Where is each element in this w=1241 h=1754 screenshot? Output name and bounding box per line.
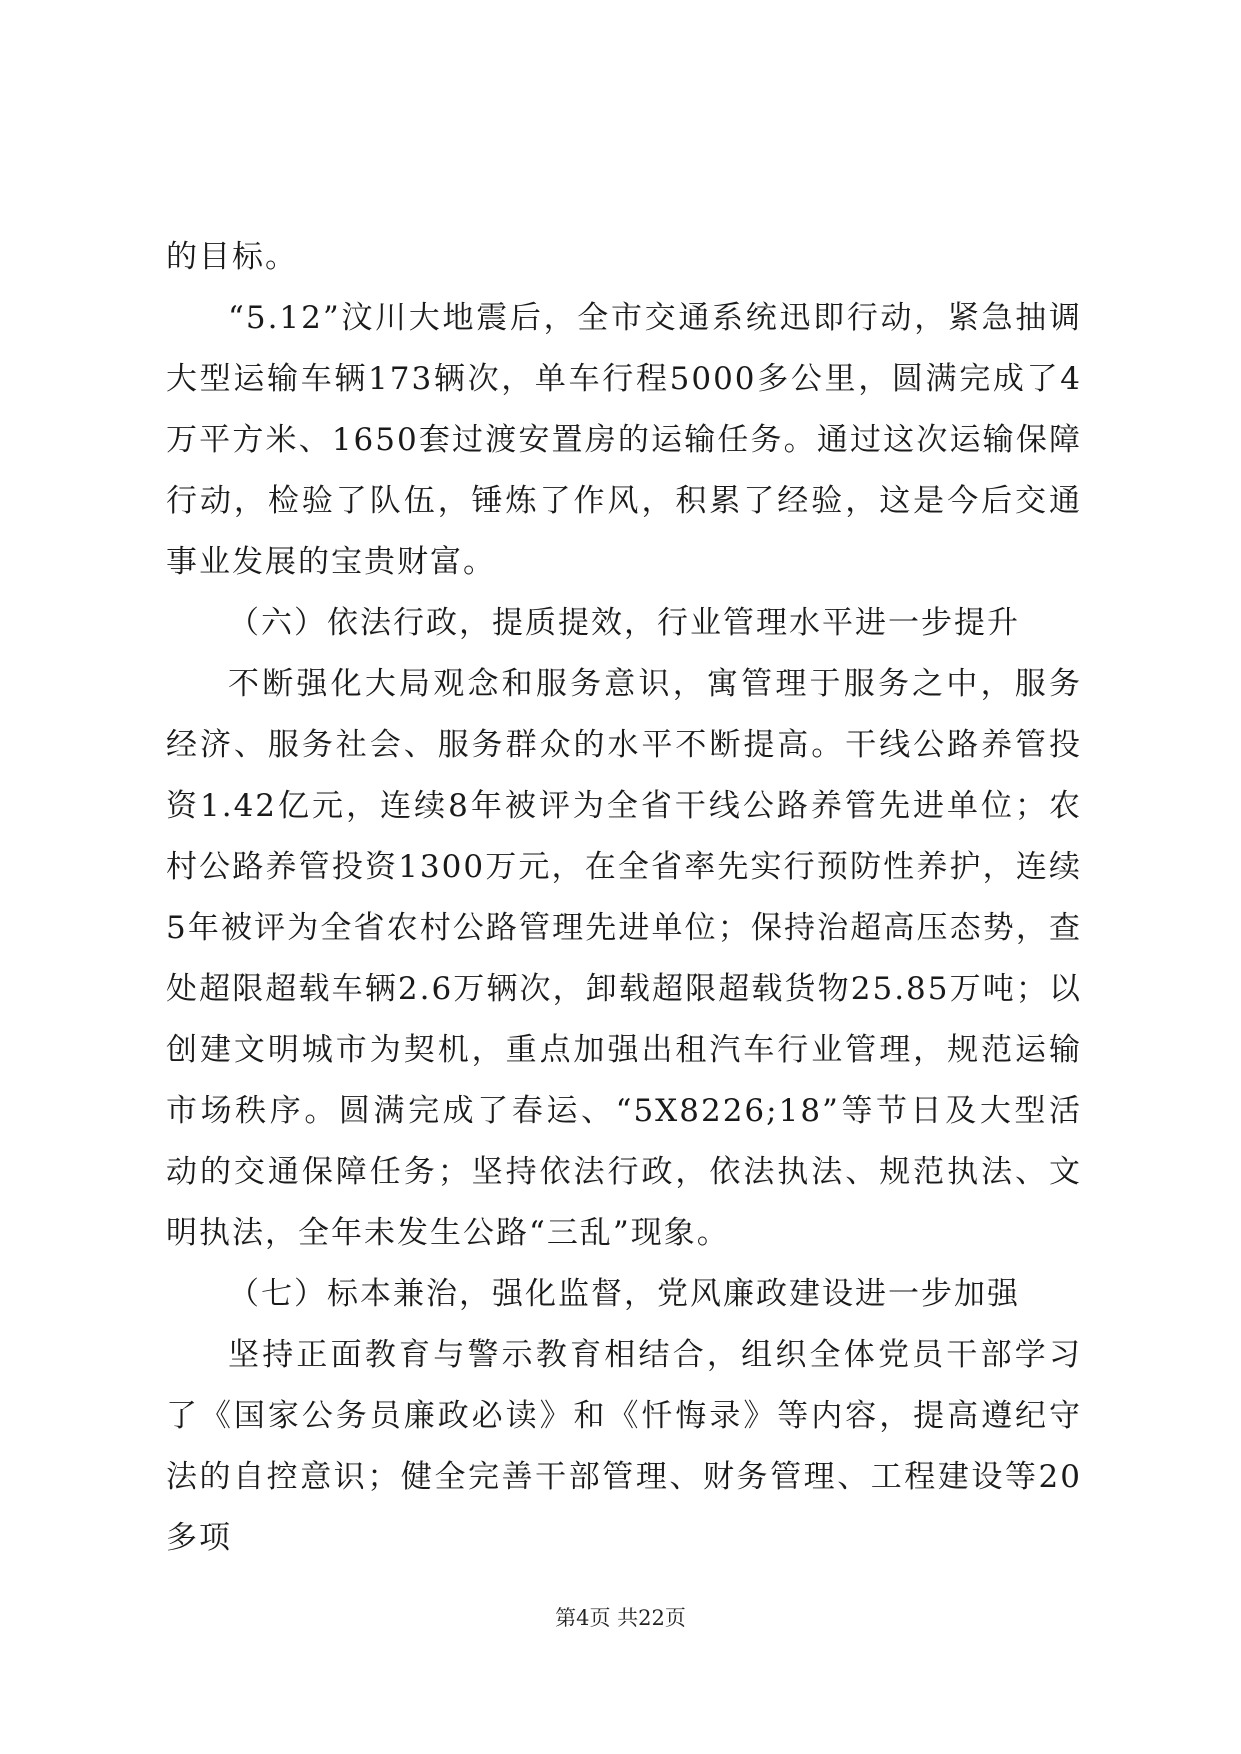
paragraph-earthquake-response: “5.12”汶川大地震后，全市交通系统迅即行动，紧急抽调大型运输车辆173辆次，单车行程5000多公里，圆满完成了4万平方米、1650套过渡安置房的运输任务。通过这次运输保障行动，检验了队伍，锤炼了作风，积累了经验，这是今后交通事业发展的宝贵财富。 (166, 300, 1082, 580)
paragraph-continuation: 的目标。 (166, 239, 298, 275)
page-number-footer: 第4页 共22页 (555, 1606, 686, 1630)
body-text (166, 227, 1082, 1569)
paragraph-industry-management: 不断强化大局观念和服务意识，寓管理于服务之中，服务经济、服务社会、服务群众的水平不断提高。干线公路养管投资1.42亿元，连续8年被评为全省干线公路养管先进单位；农村公路养管投资1300万元，在全省率先实行预防性养护，连续5年被评为全省农村公路管理先进单位；保持治超高压态势，查处超限超载车辆2.6万辆次，卸载超限超载货物25.85万吨；以创建文明城市为契机，重点加强出租汽车行业管理，规范运输市场秩序。圆满完成了春运、“5X8226;18”等节日及大型活动的交通保障任务；坚持依法行政，依法执法、规范执法、文明执法，全年未发生公路“三乱”现象。 (166, 666, 1082, 1251)
section-heading-6: （六）依法行政，提质提效，行业管理水平进一步提升 (228, 605, 1020, 641)
paragraph-anti-corruption: 坚持正面教育与警示教育相结合，组织全体党员干部学习了《国家公务员廉政必读》和《忏悔录》等内容，提高遵纪守法的自控意识；健全完善干部管理、财务管理、工程建设等20多项 (166, 1337, 1082, 1556)
section-heading-7: （七）标本兼治，强化监督，党风廉政建设进一步加强 (228, 1276, 1020, 1312)
